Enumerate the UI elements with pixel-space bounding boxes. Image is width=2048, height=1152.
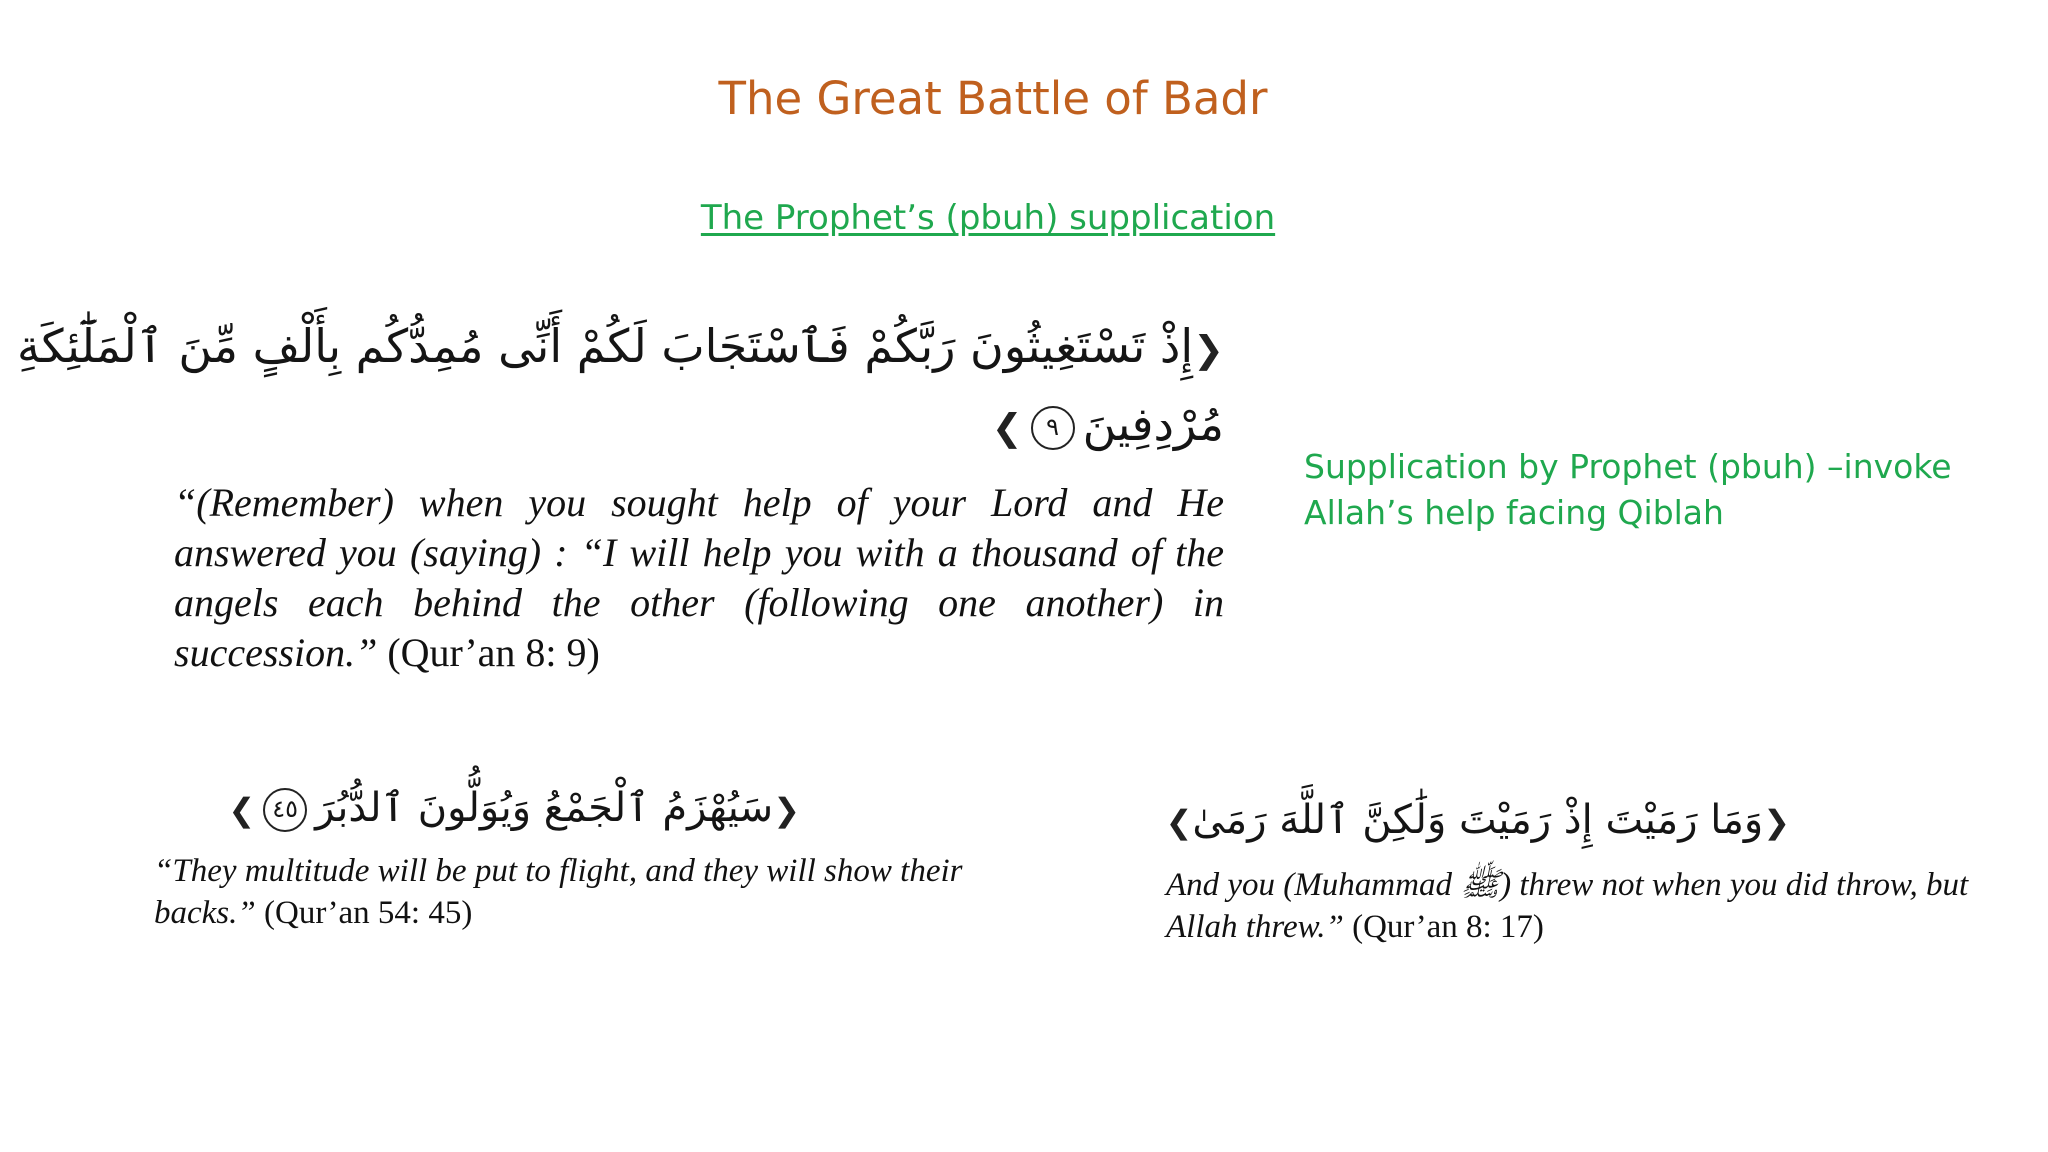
quran-54-45-arabic (228, 780, 800, 838)
translation-last-line (1166, 906, 1956, 948)
quran-8-17-translation (1166, 864, 1969, 948)
ayah-ornament-icon: ❮ (1763, 803, 1790, 841)
translation-line: “They multitude will be put to flight, and they will show their (154, 853, 963, 889)
translation-line: backs.” (154, 895, 256, 931)
quran-8-9-arabic-line-2 (960, 394, 1224, 458)
ayah-ornament-icon: ❮ (1193, 328, 1224, 371)
ayah-number-badge: ٤٥ (263, 788, 307, 832)
quran-8-17-arabic (1165, 792, 1790, 850)
translation-line: answered you (saying) : “I will help you with a thousand of the (174, 530, 1224, 575)
quran-8-9-arabic-line-1 (16, 316, 1224, 380)
verse-reference: (Qur’an 54: 45) (264, 895, 473, 931)
arabic-verse-text: إِذْ تَسْتَغِيثُونَ رَبَّكُمْ فَٱسْتَجَابَ لَكُمْ أَنِّى مُمِدُّكُم بِأَلْفٍ مِّنَ ٱلْمَلَٰٓئِكَةِ (16, 319, 1194, 373)
quran-54-45-translation (154, 850, 1034, 934)
verse-reference: (Qur’an 8: 17) (1352, 909, 1544, 945)
ayah-number-badge: ٩ (1031, 406, 1075, 450)
slide-title: The Great Battle of Badr (718, 72, 1268, 125)
translation-line: And you (Muhammad ﷺ) threw not when you did throw, but (1166, 867, 1969, 903)
arabic-verse-text: سَيُهْزَمُ ٱلْجَمْعُ وَيُوَلُّونَ ٱلدُّبُرَ (315, 785, 774, 831)
quran-8-9-translation (174, 478, 1224, 678)
translation-line: succession.” (174, 630, 378, 675)
ayah-ornament-icon: ❯ (1165, 803, 1193, 841)
translation-line: Allah threw.” (1166, 909, 1344, 945)
ayah-ornament-icon: ❯ (228, 791, 256, 829)
ayah-ornament-icon: ❮ (773, 791, 800, 829)
side-note (1304, 444, 2004, 536)
translation-line: angels each behind the other (following one another) in (174, 580, 1224, 625)
slide-subtitle: The Prophet’s (pbuh) supplication (700, 198, 1276, 238)
side-note-line-1: Supplication by Prophet (pbuh) –invoke (1304, 447, 1952, 486)
verse-reference: (Qur’an 8: 9) (387, 630, 600, 675)
arabic-verse-text: مُرْدِفِينَ (1082, 397, 1224, 451)
translation-last-line (154, 892, 1034, 934)
translation-line: “(Remember) when you sought help of your Lord and He (174, 480, 1224, 525)
ayah-ornament-icon: ❯ (991, 406, 1023, 449)
translation-last-line (174, 628, 1224, 678)
side-note-line-2: Allah’s help facing Qiblah (1304, 493, 1724, 532)
arabic-verse-text: وَمَا رَمَيْتَ إِذْ رَمَيْتَ وَلَٰكِنَّ ٱللَّهَ رَمَىٰ (1192, 797, 1764, 843)
